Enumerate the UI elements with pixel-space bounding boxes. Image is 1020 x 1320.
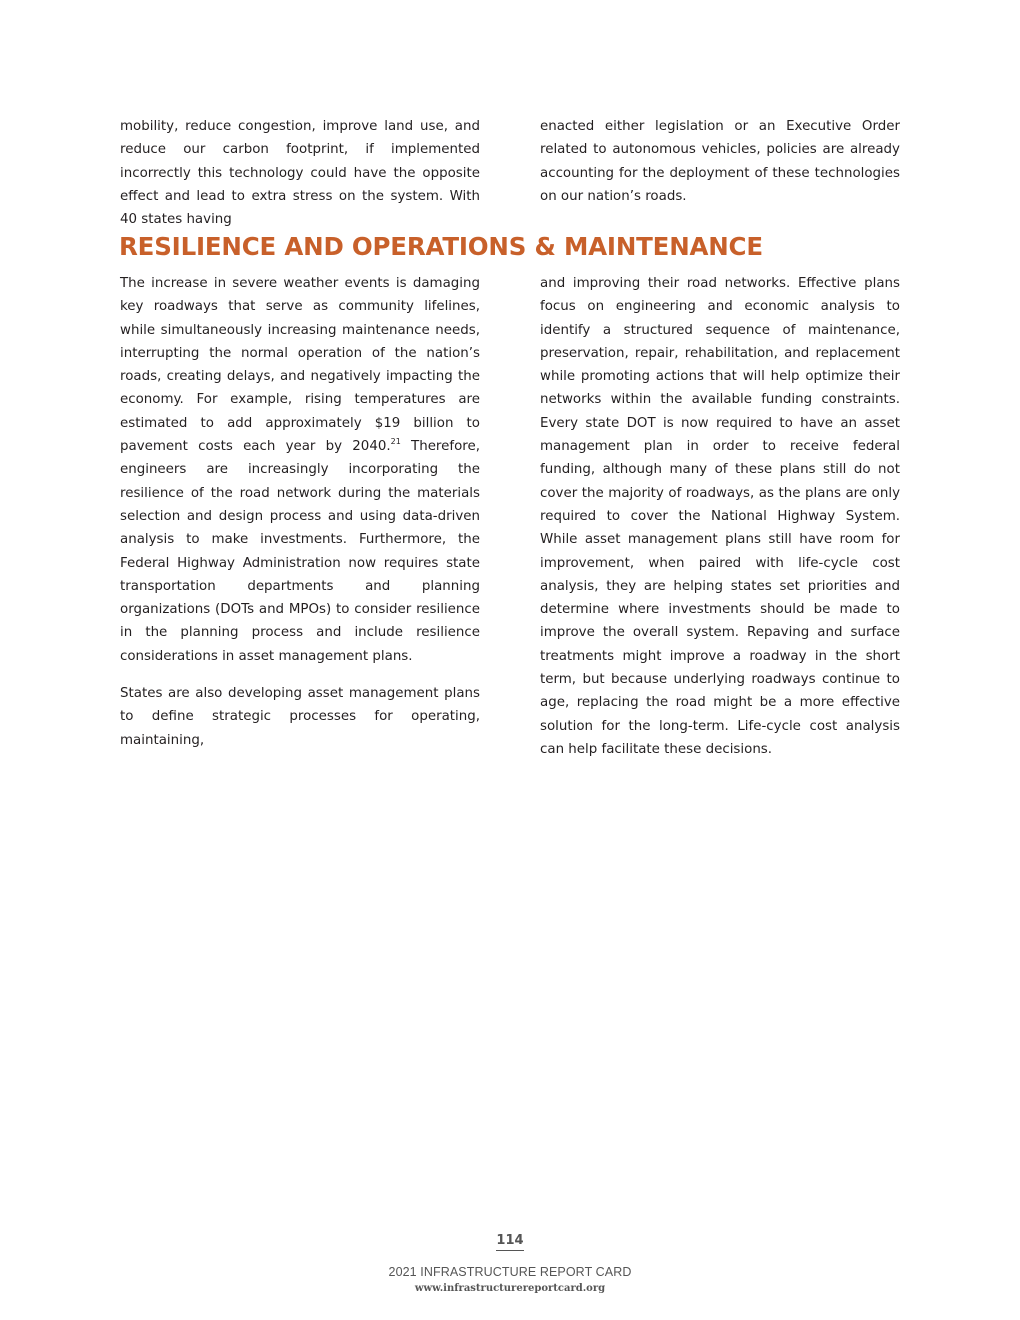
intro-left-paragraph: mobility, reduce congestion, improve land use, and reduce our carbon footprint, if implemented incorrectly this technology could have the opposite effect and lead to extra stress on the system. With 40 states having <box>120 119 480 228</box>
section-left-paragraph-1 <box>120 272 480 668</box>
section-right-paragraph: and improving their road networks. Effective plans focus on engineering and economic analysis to identify a structured sequence of maintenance, preservation, repair, rehabilitation, and replacement while promoting actions that will help optimize their networks within the available funding constraints. Every state DOT is now required to have an asset management plan in order to receive federal funding, although many of these plans still do not cover the majority of roadways, as the plans are only required to cover the National Highway System. While asset management plans still have room for improvement, when paired with life-cycle cost analysis, they are helping states set priorities and determine where investments should be made to improve the overall system. Repaving and surface treatments might improve a roadway in the short term, but because underlying roadways continue to age, replacing the road might be a more effective solution for the long-term. Life-cycle cost analysis can help facilitate these decisions. <box>540 276 900 757</box>
intro-right-paragraph: enacted either legislation or an Executive Order related to autonomous vehicles, policies are already accounting for the deployment of these technologies on our nation’s roads. <box>540 119 900 204</box>
section-left-paragraph-2: States are also developing asset management plans to define strategic processes for operating, maintaining, <box>120 686 480 748</box>
footer-website-link[interactable]: www.infrastructurereportcard.org <box>414 1283 606 1294</box>
paragraph-text-after-footnote: Therefore, engineers are increasingly incorporating the resilience of the road network during the materials selection and design process and using data-driven analysis to make investments. Furthermore, the Federal Highway Administration now requires state transportation departments and planning organizations (DOTs and MPOs) to consider resilience in the planning process and include resilience considerations in asset management plans. <box>120 439 480 664</box>
footer-report-title: 2021 INFRASTRUCTURE REPORT CARD <box>388 1265 632 1279</box>
intro-left-column <box>120 115 480 231</box>
paragraph-text-before-footnote: The increase in severe weather events is damaging key roadways that serve as community lifelines, while simultaneously increasing maintenance needs, interrupting the normal operation of the nation’s roads, creating delays, and negatively impacting the economy. For example, rising temperatures are estimated to add approximately $19 billion to pavement costs each year by 2040. <box>120 276 480 455</box>
section-right-column <box>540 272 900 761</box>
section-left-column <box>120 272 480 752</box>
intro-right-column <box>540 115 900 208</box>
footnote-reference[interactable]: 21 <box>390 437 401 447</box>
page-number-wrapper <box>0 1229 1020 1251</box>
section-heading: RESILIENCE AND OPERATIONS & MAINTENANCE <box>119 232 763 261</box>
page-number: 114 <box>496 1233 523 1251</box>
